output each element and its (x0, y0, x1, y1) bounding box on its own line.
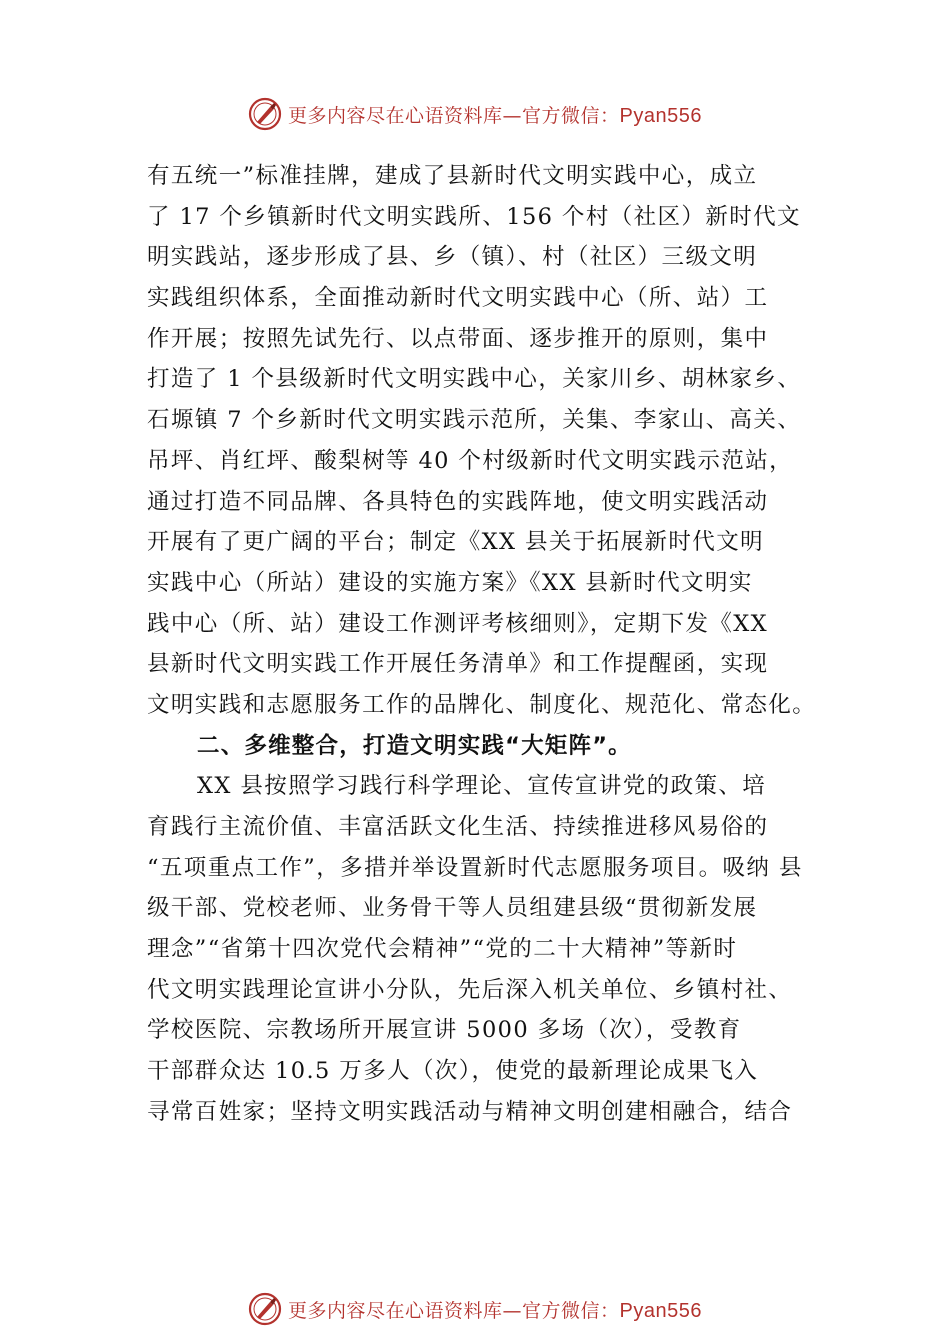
paragraph-line: 代文明实践理论宣讲小分队，先后深入机关单位、乡镇村社、 (147, 976, 793, 1003)
pen-nib-seal-logo-icon (248, 97, 282, 131)
paragraph-line: 寻常百姓家；坚持文明实践活动与精神文明创建相融合，结合 (147, 1098, 793, 1125)
wechat-handle: Pyan556 (619, 104, 702, 127)
paragraph-line: 文明实践和志愿服务工作的品牌化、制度化、规范化、常态化。 (147, 691, 817, 718)
paragraph-line: 明实践站，逐步形成了县、乡（镇）、村（社区）三级文明 (147, 244, 758, 271)
paragraph-line: 吊坪、肖红坪、酸梨树等 40 个村级新时代文明实践示范站， (147, 447, 794, 474)
paragraph-line: 干部群众达 10.5 万多人（次），使党的最新理论成果飞入 (147, 1058, 759, 1085)
paragraph-line: 县新时代文明实践工作开展任务清单》和工作提醒函，实现 (147, 651, 769, 678)
banner-text: 更多内容尽在心语资料库—官方微信：Pyan556 (288, 1299, 702, 1322)
paragraph-line: 开展有了更广阔的平台；制定《XX 县关于拓展新时代文明 (147, 529, 764, 556)
banner-text: 更多内容尽在心语资料库—官方微信：Pyan556 (288, 104, 702, 127)
paragraph-line: 实践组织体系，全面推动新时代文明实践中心（所、站）工 (147, 285, 769, 312)
paragraph-line: 育践行主流价值、丰富活跃文化生活、持续推进移风易俗的 (147, 814, 769, 840)
footer-watermark-banner (0, 1287, 950, 1331)
paragraph-line: XX 县按照学习践行科学理论、宣传宣讲党的政策、培 (197, 773, 767, 800)
wechat-handle: Pyan556 (619, 1299, 702, 1322)
pen-nib-seal-logo-icon (248, 1292, 282, 1326)
paragraph-line: 学校医院、宗教场所开展宣讲 5000 多场（次），受教育 (147, 1017, 742, 1044)
section-heading: 二、多维整合，打造文明实践“大矩阵”。 (197, 732, 632, 759)
paragraph-line: 通过打造不同品牌、各具特色的实践阵地，使文明实践活动 (147, 488, 769, 515)
paragraph-line: 打造了 1 个县级新时代文明实践中心，关家川乡、胡林家乡、 (147, 366, 802, 393)
paragraph-line: 有五统一”标准挂牌，建成了县新时代文明实践中心，成立 (147, 163, 758, 189)
paragraph-line: 践中心（所、站）建设工作测评考核细则》，定期下发《XX (147, 610, 769, 637)
header-watermark-banner (0, 92, 950, 136)
paragraph-line: 作开展；按照先试先行、以点带面、逐步推开的原则，集中 (147, 325, 769, 352)
document-body (147, 156, 827, 1133)
paragraph-line: 级干部、党校老师、业务骨干等人员组建县级“贯彻新发展 (147, 895, 758, 922)
paragraph-line: 石塬镇 7 个乡新时代文明实践示范所，关集、李家山、高关、 (147, 407, 802, 434)
paragraph-line: 理念”“省第十四次党代会精神”“党的二十大精神”等新时 (147, 936, 738, 963)
paragraph-line: 实践中心（所站）建设的实施方案》《XX 县新时代文明实 (147, 569, 753, 596)
paragraph-line: 了 17 个乡镇新时代文明实践所、156 个村（社区）新时代文 (147, 203, 801, 230)
paragraph-line: “五项重点工作”，多措并举设置新时代志愿服务项目。吸纳 县 (147, 854, 803, 881)
